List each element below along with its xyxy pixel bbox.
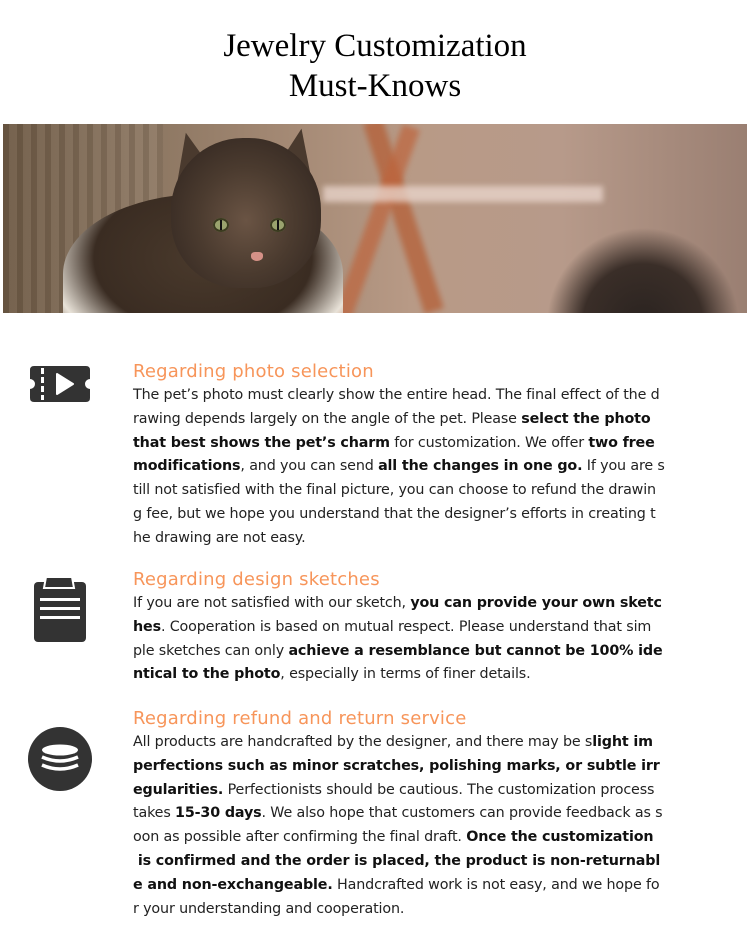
body-text-line	[133, 503, 733, 527]
body-text: takes	[133, 805, 176, 822]
body-text-line	[133, 850, 733, 874]
body-text: r your understanding and cooperation.	[133, 900, 405, 917]
emphasized-text: that best shows the pet’s charm	[133, 434, 390, 451]
section-heading: Regarding design sketches	[133, 569, 380, 590]
emphasized-text: egularities.	[133, 781, 224, 798]
body-text: Perfectionists should be cautious. The customization process	[223, 781, 655, 798]
clipboard-icon	[28, 574, 92, 638]
section-body	[133, 731, 733, 921]
video-ticket-icon	[28, 358, 92, 422]
body-text: rawing depends largely on the angle of the pet. Please	[133, 410, 522, 427]
page-title-line-2: Must-Knows	[288, 68, 462, 104]
emphasized-text: Once the customization	[466, 829, 654, 846]
section-heading: Regarding photo selection	[133, 361, 374, 382]
emphasized-text: e and non-exchangeable.	[133, 876, 333, 893]
body-text-line	[133, 592, 733, 616]
body-text-line	[133, 616, 733, 640]
emphasized-text: ntical to the photo	[133, 666, 281, 683]
emphasized-text: hes	[133, 618, 161, 635]
body-text-line	[133, 779, 733, 803]
page-title-line-1: Jewelry Customization	[223, 28, 527, 64]
body-text-line	[133, 826, 733, 850]
section-body	[133, 384, 733, 551]
cat-eye	[213, 218, 229, 232]
body-text: oon as possible after confirming the final draft.	[133, 829, 467, 846]
body-text-line	[133, 640, 733, 664]
body-text-line	[133, 455, 733, 479]
body-text-line	[133, 479, 733, 503]
emphasized-text: select the photo	[521, 410, 651, 427]
body-text-line	[133, 432, 733, 456]
emphasized-text: two free	[588, 434, 655, 451]
emphasized-text: you can provide your own sketc	[410, 595, 662, 611]
body-text-line	[133, 874, 733, 898]
body-text: The pet’s photo must clearly show the entire head. The final effect of the d	[133, 387, 660, 403]
emphasized-text: 15-30 days	[175, 805, 262, 822]
body-text-line	[133, 408, 733, 432]
body-text: g fee, but we hope you understand that the designer’s efforts in creating t	[133, 505, 656, 522]
cat-nose	[251, 252, 263, 261]
emphasized-text: light im	[592, 734, 653, 750]
body-text: If you are not satisfied with our sketch,	[133, 595, 411, 611]
emphasized-text: is confirmed and the order is placed, the product is non-returnabl	[133, 852, 661, 869]
body-text: . We also hope that customers can provide feedback as s	[261, 805, 663, 822]
body-text: If you are s	[582, 458, 665, 475]
body-text-line	[133, 802, 733, 826]
easel-crossbar	[323, 186, 603, 202]
body-text-line	[133, 898, 733, 922]
hero-cat-photo	[3, 124, 747, 313]
emphasized-text: achieve a resemblance but cannot be 100% ide	[288, 642, 663, 659]
section-body	[133, 592, 733, 687]
coin-stack-icon	[28, 726, 92, 790]
body-text-line	[133, 527, 733, 551]
cat-eye	[270, 218, 286, 232]
body-text-line	[133, 384, 733, 408]
cat-head	[171, 138, 321, 288]
body-text: ple sketches can only	[133, 642, 289, 659]
body-text: he drawing are not easy.	[133, 529, 306, 546]
emphasized-text: perfections such as minor scratches, polishing marks, or subtle irr	[133, 757, 660, 774]
emphasized-text: modifications	[133, 458, 241, 475]
body-text: for customization. We offer	[389, 434, 589, 451]
body-text: till not satisfied with the final picture, you can choose to refund the drawin	[133, 482, 656, 499]
body-text-line	[133, 663, 733, 687]
body-text: Handcrafted work is not easy, and we hope fo	[332, 876, 660, 893]
section-heading: Regarding refund and return service	[133, 708, 467, 729]
page-title	[0, 26, 750, 106]
body-text: All products are handcrafted by the designer, and there may be s	[133, 734, 593, 750]
body-text: , and you can send	[240, 458, 379, 475]
body-text-line	[133, 731, 733, 755]
emphasized-text: all the changes in one go.	[378, 458, 583, 475]
body-text-line	[133, 755, 733, 779]
body-text: , especially in terms of finer details.	[280, 666, 531, 683]
body-text: . Cooperation is based on mutual respect. Please understand that sim	[160, 618, 652, 635]
